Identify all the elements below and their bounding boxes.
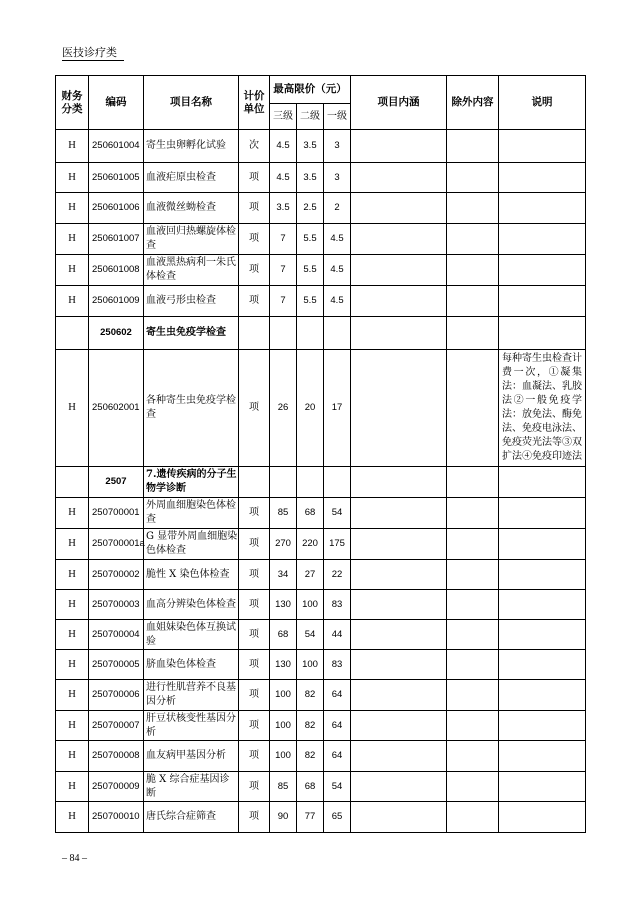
table-header: [56, 76, 586, 130]
code-cell: 2507: [89, 467, 144, 498]
exclusions-cell: [447, 711, 499, 741]
table-row: [56, 529, 586, 560]
exclusions-cell: [447, 255, 499, 286]
notes-cell: [499, 130, 586, 163]
price-level1-cell: 65: [324, 802, 351, 833]
connotation-cell: [351, 317, 447, 350]
unit-cell: 项: [239, 529, 270, 560]
table-row: [56, 802, 586, 833]
item-name-cell: 脐血染色体检查: [144, 650, 239, 680]
item-name-cell: 血液黑热病利一朱氏体检查: [144, 255, 239, 286]
notes-cell: [499, 802, 586, 833]
section-heading-row: [56, 317, 586, 350]
connotation-cell: [351, 224, 447, 255]
exclusions-cell: [447, 680, 499, 711]
table-row: [56, 680, 586, 711]
code-cell: 250700002: [89, 560, 144, 590]
header-category-label: 财务分类: [61, 89, 83, 115]
code-cell: 250602001: [89, 350, 144, 467]
exclusions-cell: [447, 317, 499, 350]
category-cell: H: [56, 620, 89, 650]
connotation-cell: [351, 680, 447, 711]
connotation-cell: [351, 711, 447, 741]
category-cell: H: [56, 650, 89, 680]
connotation-cell: [351, 772, 447, 802]
exclusions-cell: [447, 620, 499, 650]
header-category-cell: [56, 76, 89, 130]
price-level2-cell: 2.5: [297, 193, 324, 224]
category-cell: H: [56, 350, 89, 467]
unit-cell: 项: [239, 224, 270, 255]
category-cell: [56, 467, 89, 498]
item-name-cell: 血液疟原虫检查: [144, 163, 239, 193]
notes-cell: [499, 467, 586, 498]
table-row: [56, 255, 586, 286]
price-level2-cell: 82: [297, 680, 324, 711]
price-level2-cell: 68: [297, 772, 324, 802]
unit-cell: 项: [239, 163, 270, 193]
code-cell: 250700005: [89, 650, 144, 680]
category-cell: H: [56, 680, 89, 711]
exclusions-cell: [447, 467, 499, 498]
unit-cell: [239, 467, 270, 498]
price-level3-cell: 270: [270, 529, 297, 560]
price-level2-cell: [297, 317, 324, 350]
price-level3-cell: 100: [270, 741, 297, 772]
price-level2-cell: 220: [297, 529, 324, 560]
price-level1-cell: 3: [324, 130, 351, 163]
item-name-cell: 血姐妹染色体互换试验: [144, 620, 239, 650]
price-level2-cell: 20: [297, 350, 324, 467]
price-level2-cell: 68: [297, 498, 324, 529]
price-level2-cell: 100: [297, 590, 324, 620]
unit-cell: 项: [239, 741, 270, 772]
price-level1-cell: [324, 467, 351, 498]
price-level2-cell: 5.5: [297, 286, 324, 317]
code-cell: 250601009: [89, 286, 144, 317]
category-cell: H: [56, 802, 89, 833]
price-level2-cell: 100: [297, 650, 324, 680]
exclusions-cell: [447, 650, 499, 680]
connotation-cell: [351, 350, 447, 467]
unit-cell: 项: [239, 193, 270, 224]
exclusions-cell: [447, 560, 499, 590]
item-name-cell: 外周血细胞染色体检查: [144, 498, 239, 529]
category-cell: H: [56, 224, 89, 255]
header-unit-cell: [239, 76, 270, 130]
code-cell: 250601004: [89, 130, 144, 163]
category-cell: H: [56, 590, 89, 620]
code-cell: 250700010: [89, 802, 144, 833]
notes-cell: [499, 620, 586, 650]
connotation-cell: [351, 163, 447, 193]
code-cell: 250601005: [89, 163, 144, 193]
unit-cell: 项: [239, 286, 270, 317]
item-name-cell: 血液回归热螺旋体检查: [144, 224, 239, 255]
code-cell: 250601006: [89, 193, 144, 224]
price-level3-cell: 4.5: [270, 163, 297, 193]
category-cell: H: [56, 286, 89, 317]
exclusions-cell: [447, 529, 499, 560]
notes-cell: [499, 772, 586, 802]
header-name-cell: 项目名称: [144, 76, 239, 130]
price-level2-cell: 3.5: [297, 163, 324, 193]
connotation-cell: [351, 255, 447, 286]
category-cell: H: [56, 711, 89, 741]
table-row: [56, 772, 586, 802]
unit-cell: 项: [239, 711, 270, 741]
item-name-cell: 唐氏综合症筛查: [144, 802, 239, 833]
table-body: [56, 130, 586, 833]
connotation-cell: [351, 560, 447, 590]
price-level3-cell: 85: [270, 498, 297, 529]
header-connotation-cell: 项目内涵: [351, 76, 447, 130]
item-name-cell: 肝豆状核变性基因分析: [144, 711, 239, 741]
category-cell: [56, 317, 89, 350]
code-cell: 250700001: [89, 498, 144, 529]
unit-cell: 项: [239, 772, 270, 802]
price-level3-cell: 90: [270, 802, 297, 833]
price-level3-cell: 100: [270, 711, 297, 741]
header-max-price-cell: 最高限价（元）: [270, 76, 351, 104]
item-name-cell: 各种寄生虫免疫学检查: [144, 350, 239, 467]
price-level1-cell: 44: [324, 620, 351, 650]
notes-cell: [499, 741, 586, 772]
price-level2-cell: 3.5: [297, 130, 324, 163]
code-cell: 250700004: [89, 620, 144, 650]
code-cell: 250601008: [89, 255, 144, 286]
notes-cell: [499, 650, 586, 680]
exclusions-cell: [447, 350, 499, 467]
price-level1-cell: 54: [324, 772, 351, 802]
connotation-cell: [351, 650, 447, 680]
header-notes-cell: 说明: [499, 76, 586, 130]
unit-cell: 项: [239, 590, 270, 620]
code-cell: 250700001a: [89, 529, 144, 560]
table-row: [56, 650, 586, 680]
notes-cell: [499, 529, 586, 560]
price-level2-cell: 82: [297, 711, 324, 741]
category-cell: H: [56, 163, 89, 193]
connotation-cell: [351, 802, 447, 833]
exclusions-cell: [447, 498, 499, 529]
code-cell: 250700007: [89, 711, 144, 741]
price-level2-cell: 5.5: [297, 255, 324, 286]
notes-cell: [499, 590, 586, 620]
price-level3-cell: 4.5: [270, 130, 297, 163]
unit-cell: 项: [239, 680, 270, 711]
price-level2-cell: 77: [297, 802, 324, 833]
table-row: [56, 560, 586, 590]
section-title: 医技诊疗类: [62, 46, 124, 61]
price-level3-cell: 26: [270, 350, 297, 467]
connotation-cell: [351, 498, 447, 529]
unit-cell: 项: [239, 498, 270, 529]
price-level2-cell: 27: [297, 560, 324, 590]
price-level3-cell: 7: [270, 286, 297, 317]
header-unit-label: 计价单位: [243, 89, 265, 115]
price-level3-cell: 85: [270, 772, 297, 802]
table-row: [56, 590, 586, 620]
unit-cell: 项: [239, 802, 270, 833]
exclusions-cell: [447, 286, 499, 317]
price-level1-cell: 2: [324, 193, 351, 224]
price-level2-cell: 82: [297, 741, 324, 772]
price-level3-cell: 130: [270, 590, 297, 620]
unit-cell: 项: [239, 350, 270, 467]
page-number: – 84 –: [62, 853, 87, 864]
header-level2-cell: 二级: [297, 104, 324, 130]
price-level1-cell: 175: [324, 529, 351, 560]
price-level3-cell: 130: [270, 650, 297, 680]
notes-cell: [499, 255, 586, 286]
connotation-cell: [351, 529, 447, 560]
category-cell: H: [56, 498, 89, 529]
price-level1-cell: 17: [324, 350, 351, 467]
notes-cell: [499, 680, 586, 711]
code-cell: 250700008: [89, 741, 144, 772]
price-level1-cell: 3: [324, 163, 351, 193]
price-level3-cell: [270, 317, 297, 350]
item-name-cell: 寄生虫免疫学检查: [144, 317, 239, 350]
price-level3-cell: 7: [270, 224, 297, 255]
connotation-cell: [351, 286, 447, 317]
connotation-cell: [351, 130, 447, 163]
price-level1-cell: 4.5: [324, 255, 351, 286]
price-level1-cell: 64: [324, 711, 351, 741]
header-exclusions-cell: 除外内容: [447, 76, 499, 130]
price-level1-cell: 4.5: [324, 224, 351, 255]
item-name-cell: 寄生虫卵孵化试验: [144, 130, 239, 163]
notes-cell: [499, 711, 586, 741]
item-name-cell: 血液弓形虫检查: [144, 286, 239, 317]
item-name-cell: 血友病甲基因分析: [144, 741, 239, 772]
table-row: [56, 130, 586, 163]
header-code-cell: 编码: [89, 76, 144, 130]
unit-cell: 次: [239, 130, 270, 163]
price-level3-cell: 7: [270, 255, 297, 286]
category-cell: H: [56, 772, 89, 802]
price-level1-cell: 64: [324, 680, 351, 711]
table-row: [56, 711, 586, 741]
price-level2-cell: 5.5: [297, 224, 324, 255]
header-level3-cell: 三级: [270, 104, 297, 130]
category-cell: H: [56, 193, 89, 224]
code-cell: 250700006: [89, 680, 144, 711]
exclusions-cell: [447, 590, 499, 620]
table-row: [56, 163, 586, 193]
connotation-cell: [351, 620, 447, 650]
category-cell: H: [56, 560, 89, 590]
price-level1-cell: 83: [324, 590, 351, 620]
exclusions-cell: [447, 772, 499, 802]
header-row: [56, 76, 586, 104]
price-table: [55, 75, 586, 833]
category-cell: H: [56, 529, 89, 560]
connotation-cell: [351, 193, 447, 224]
price-level1-cell: 54: [324, 498, 351, 529]
code-cell: 250700003: [89, 590, 144, 620]
unit-cell: 项: [239, 650, 270, 680]
notes-cell: [499, 286, 586, 317]
unit-cell: 项: [239, 560, 270, 590]
price-level3-cell: 68: [270, 620, 297, 650]
code-cell: 250601007: [89, 224, 144, 255]
table-row: [56, 498, 586, 529]
category-cell: H: [56, 130, 89, 163]
exclusions-cell: [447, 224, 499, 255]
unit-cell: 项: [239, 255, 270, 286]
item-name-cell: 脆 X 综合症基因诊断: [144, 772, 239, 802]
notes-cell: [499, 560, 586, 590]
notes-cell: [499, 317, 586, 350]
price-level1-cell: 83: [324, 650, 351, 680]
exclusions-cell: [447, 163, 499, 193]
exclusions-cell: [447, 802, 499, 833]
code-cell: 250700009: [89, 772, 144, 802]
item-name-cell: 7.遗传疾病的分子生物学诊断: [144, 467, 239, 498]
table-row: [56, 350, 586, 467]
unit-cell: [239, 317, 270, 350]
table-row: [56, 620, 586, 650]
notes-cell: [499, 224, 586, 255]
connotation-cell: [351, 467, 447, 498]
price-level1-cell: [324, 317, 351, 350]
section-heading-row: [56, 467, 586, 498]
price-level3-cell: 34: [270, 560, 297, 590]
price-level2-cell: 54: [297, 620, 324, 650]
price-level3-cell: [270, 467, 297, 498]
item-name-cell: 进行性肌营养不良基因分析: [144, 680, 239, 711]
item-name-cell: 脆性 X 染色体检查: [144, 560, 239, 590]
code-cell: 250602: [89, 317, 144, 350]
notes-cell: [499, 163, 586, 193]
exclusions-cell: [447, 130, 499, 163]
table-row: [56, 224, 586, 255]
price-level1-cell: 4.5: [324, 286, 351, 317]
price-level3-cell: 100: [270, 680, 297, 711]
table-row: [56, 741, 586, 772]
connotation-cell: [351, 741, 447, 772]
connotation-cell: [351, 590, 447, 620]
table-row: [56, 193, 586, 224]
table-row: [56, 286, 586, 317]
price-level1-cell: 22: [324, 560, 351, 590]
category-cell: H: [56, 255, 89, 286]
notes-cell: [499, 193, 586, 224]
exclusions-cell: [447, 193, 499, 224]
notes-cell: 每种寄生虫检查计费一次，①凝集法：血凝法、乳胶法②一般免疫学法：放免法、酶免法、免疫电泳法、免疫荧光法等③双扩法④免疫印迹法: [499, 350, 586, 467]
price-level2-cell: [297, 467, 324, 498]
price-level1-cell: 64: [324, 741, 351, 772]
category-cell: H: [56, 741, 89, 772]
unit-cell: 项: [239, 620, 270, 650]
exclusions-cell: [447, 741, 499, 772]
item-name-cell: G 显带外周血细胞染色体检查: [144, 529, 239, 560]
header-level1-cell: 一级: [324, 104, 351, 130]
item-name-cell: 血高分辨染色体检查: [144, 590, 239, 620]
notes-cell: [499, 498, 586, 529]
price-level3-cell: 3.5: [270, 193, 297, 224]
item-name-cell: 血液微丝蚴检查: [144, 193, 239, 224]
